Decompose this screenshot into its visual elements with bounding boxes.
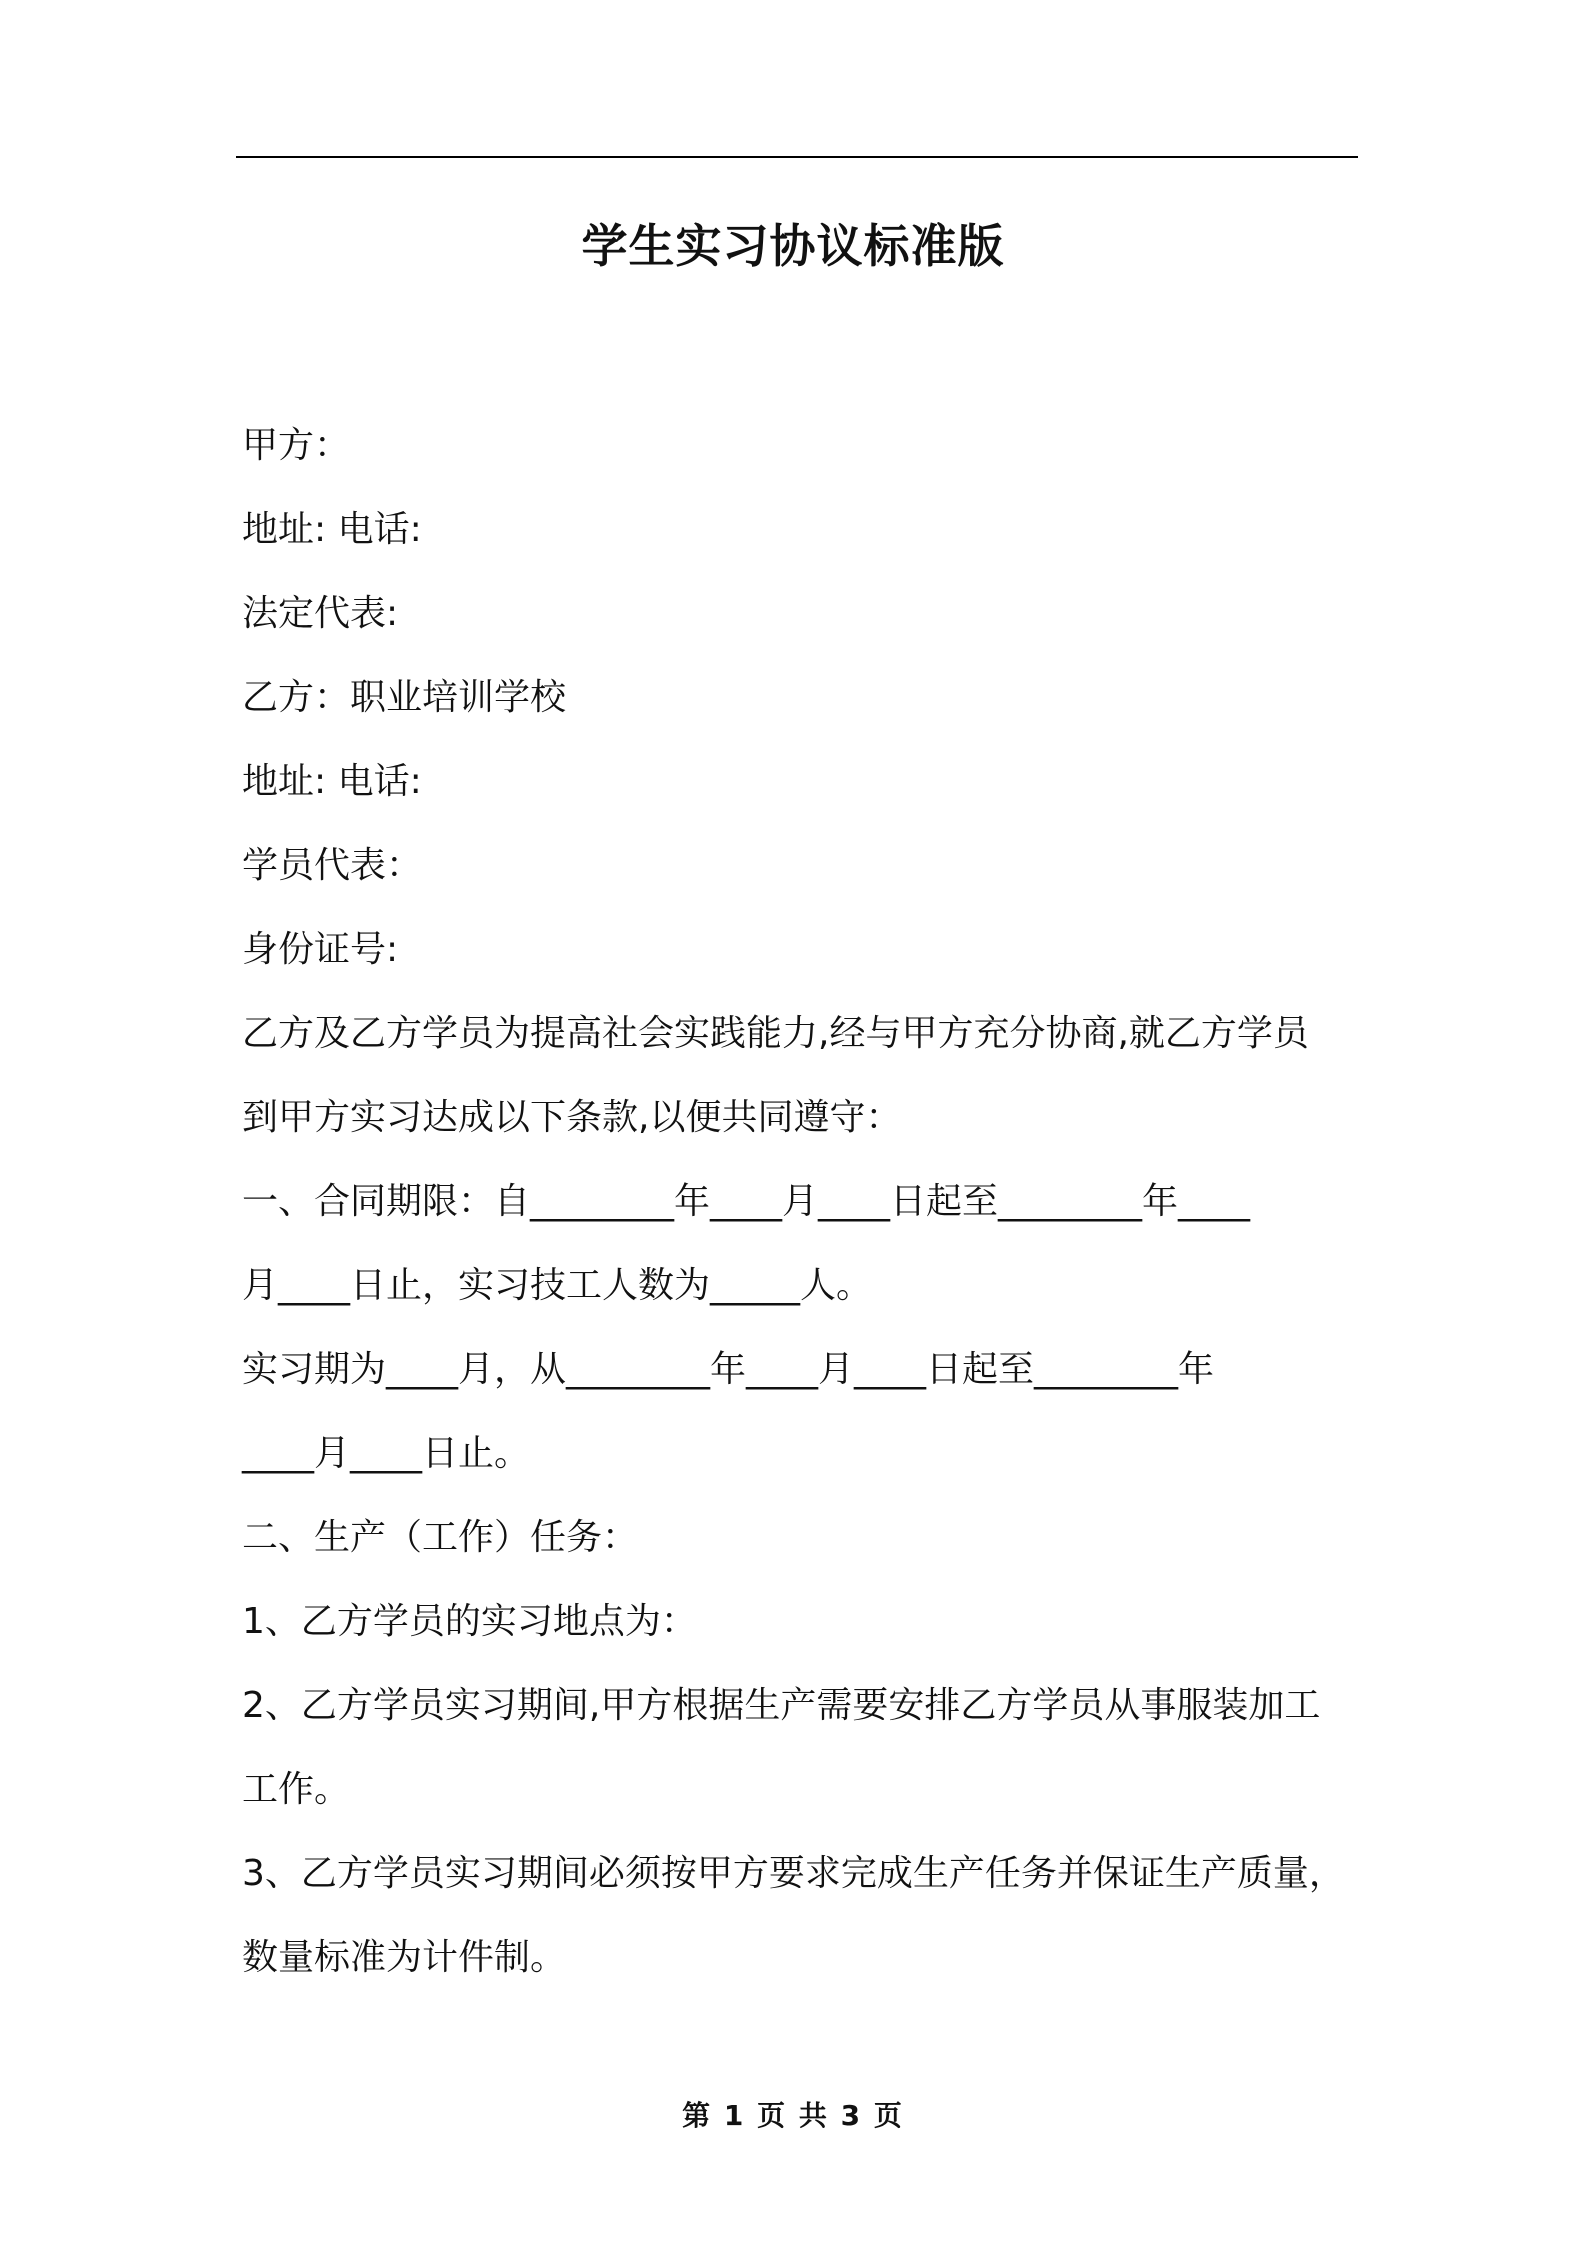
clause-1-internship-period-line-2: ____月____日止。 xyxy=(242,1433,531,1474)
line-student-representative: 学员代表： xyxy=(242,845,423,886)
paragraph-intro-line-2: 到甲方实习达成以下条款,以便共同遵守： xyxy=(242,1097,902,1138)
document-body xyxy=(242,404,1362,2000)
clause-2-item-3-line-2: 数量标准为计件制。 xyxy=(242,1937,567,1978)
clause-1-term-line-2: 月____日止，实习技工人数为_____人。 xyxy=(242,1265,873,1306)
clause-1-term-line-1: 一、合同期限：自________年____月____日起至________年____ xyxy=(242,1181,1251,1222)
line-legal-representative: 法定代表: xyxy=(242,593,399,634)
clause-1-internship-period-line-1: 实习期为____月，从________年____月____日起至________年 xyxy=(242,1349,1215,1390)
line-party-b-address: 地址: 电话: xyxy=(242,761,422,802)
line-party-a: 甲方： xyxy=(242,425,351,466)
line-id-number: 身份证号: xyxy=(242,929,399,970)
clause-2-heading: 二、生产（工作）任务： xyxy=(242,1517,639,1558)
line-party-a-address: 地址: 电话: xyxy=(242,509,422,550)
document-title: 学生实习协议标准版 xyxy=(581,219,1005,273)
clause-2-item-1: 1、乙方学员的实习地点为： xyxy=(242,1601,697,1642)
clause-2-item-2-line-1: 2、乙方学员实习期间,甲方根据生产需要安排乙方学员从事服装加工 xyxy=(242,1685,1321,1726)
page-number-footer: 第 1 页 共 3 页 xyxy=(682,2099,904,2132)
clause-2-item-3-line-1: 3、乙方学员实习期间必须按甲方要求完成生产任务并保证生产质量， xyxy=(242,1853,1345,1894)
paragraph-intro-line-1: 乙方及乙方学员为提高社会实践能力,经与甲方充分协商,就乙方学员 xyxy=(242,1013,1309,1054)
clause-2-item-2-line-2: 工作。 xyxy=(242,1769,351,1810)
header-rule xyxy=(236,156,1358,158)
line-party-b: 乙方：职业培训学校 xyxy=(242,677,567,718)
